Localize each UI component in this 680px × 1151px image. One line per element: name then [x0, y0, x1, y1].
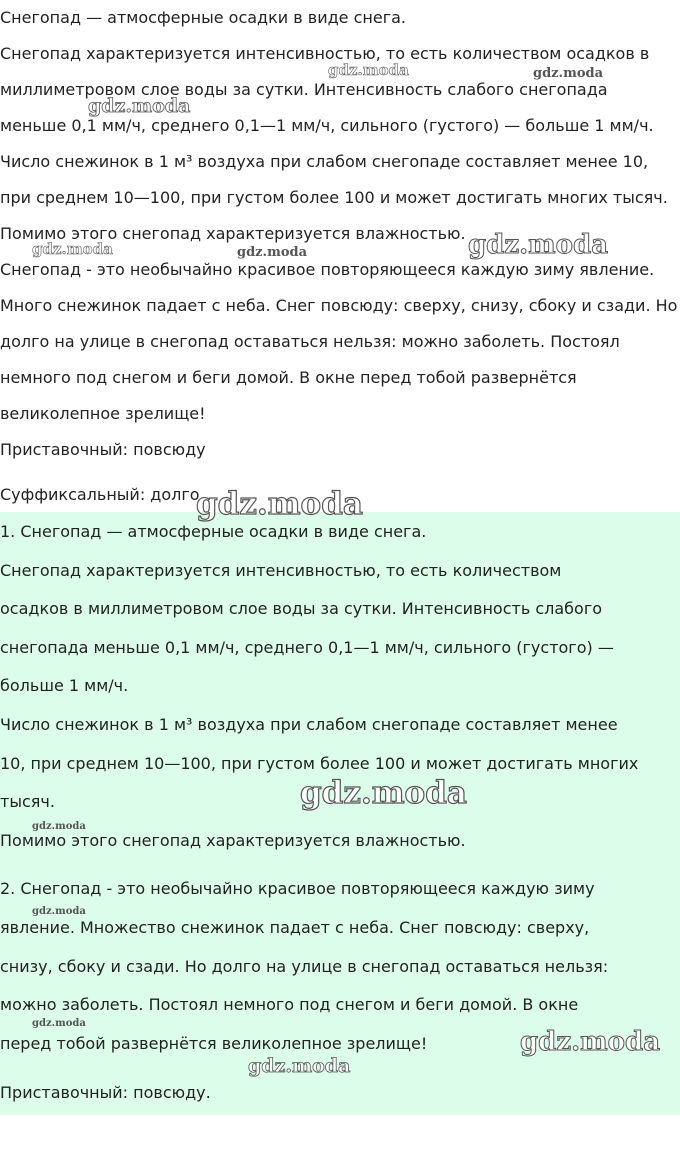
- answer-line: Число снежинок в 1 м³ воздуха при слабом снегопаде составляет менее: [0, 715, 618, 734]
- answer-line: тысяч.: [0, 792, 55, 811]
- text-line: Приставочный: повсюду: [0, 440, 206, 459]
- watermark: gdz.moda: [88, 95, 191, 117]
- text-line: при среднем 10—100, при густом более 100 и может достигать многих тысяч.: [0, 188, 668, 207]
- answer-line: Приставочный: повсюду.: [0, 1083, 211, 1102]
- watermark: gdz.moda: [328, 61, 409, 79]
- text-line: Снегопад — атмосферные осадки в виде снега.: [0, 8, 406, 27]
- watermark: gdz.moda: [468, 230, 609, 260]
- answer-line: Снегопад характеризуется интенсивностью, то есть количеством: [0, 561, 562, 580]
- answer-line: 1. Снегопад — атмосферные осадки в виде снега.: [0, 522, 427, 541]
- watermark: gdz.moda: [248, 1055, 351, 1077]
- watermark: gdz.moda: [32, 1018, 86, 1029]
- answer-line: перед тобой развернётся великолепное зрелище!: [0, 1034, 428, 1053]
- text-line: Снегопад - это необычайно красивое повторяющееся каждую зиму явление.: [0, 260, 655, 279]
- watermark: gdz.moda: [196, 486, 363, 522]
- answer-line: снегопада меньше 0,1 мм/ч, среднего 0,1—1 мм/ч, сильного (густого) —: [0, 638, 614, 657]
- answer-line: больше 1 мм/ч.: [0, 676, 129, 695]
- watermark: gdz.moda: [237, 245, 308, 260]
- watermark: gdz.moda: [32, 821, 86, 832]
- text-line: долго на улице в снегопад оставаться нельзя: можно заболеть. Постоял: [0, 332, 620, 351]
- watermark: gdz.moda: [300, 775, 467, 811]
- text-line: немного под снегом и беги домой. В окне перед тобой развернётся: [0, 368, 577, 387]
- answer-line: осадков в миллиметровом слое воды за сутки. Интенсивность слабого: [0, 599, 603, 618]
- text-line: Снегопад характеризуется интенсивностью, то есть количеством осадков в: [0, 44, 650, 63]
- watermark: gdz.moda: [32, 240, 113, 258]
- answer-line: можно заболеть. Постоял немного под снегом и беги домой. В окне: [0, 995, 579, 1014]
- answer-line: Помимо этого снегопад характеризуется влажностью.: [0, 831, 466, 850]
- answer-line: снизу, сбоку и сзади. Но долго на улице в снегопад оставаться нельзя:: [0, 957, 609, 976]
- text-line: миллиметровом слое воды за сутки. Интенсивность слабого снегопада: [0, 80, 608, 99]
- text-line: Суффиксальный: долго: [0, 485, 200, 504]
- text-line: великолепное зрелище!: [0, 404, 206, 423]
- answer-line: 2. Снегопад - это необычайно красивое повторяющееся каждую зиму: [0, 879, 595, 898]
- answer-line: 10, при среднем 10—100, при густом более 100 и может достигать многих: [0, 754, 639, 773]
- watermark: gdz.moda: [533, 66, 604, 81]
- text-line: Число снежинок в 1 м³ воздуха при слабом снегопаде составляет менее 10,: [0, 152, 649, 171]
- answer-line: явление. Множество снежинок падает с неба. Снег повсюду: сверху,: [0, 918, 590, 937]
- text-line: Много снежинок падает с неба. Снег повсюду: сверху, снизу, сбоку и сзади. Но: [0, 296, 678, 315]
- text-line: меньше 0,1 мм/ч, среднего 0,1—1 мм/ч, сильного (густого) — больше 1 мм/ч.: [0, 116, 654, 135]
- watermark: gdz.moda: [32, 906, 86, 917]
- text-line: Помимо этого снегопад характеризуется влажностью.: [0, 224, 466, 243]
- watermark: gdz.moda: [520, 1027, 661, 1057]
